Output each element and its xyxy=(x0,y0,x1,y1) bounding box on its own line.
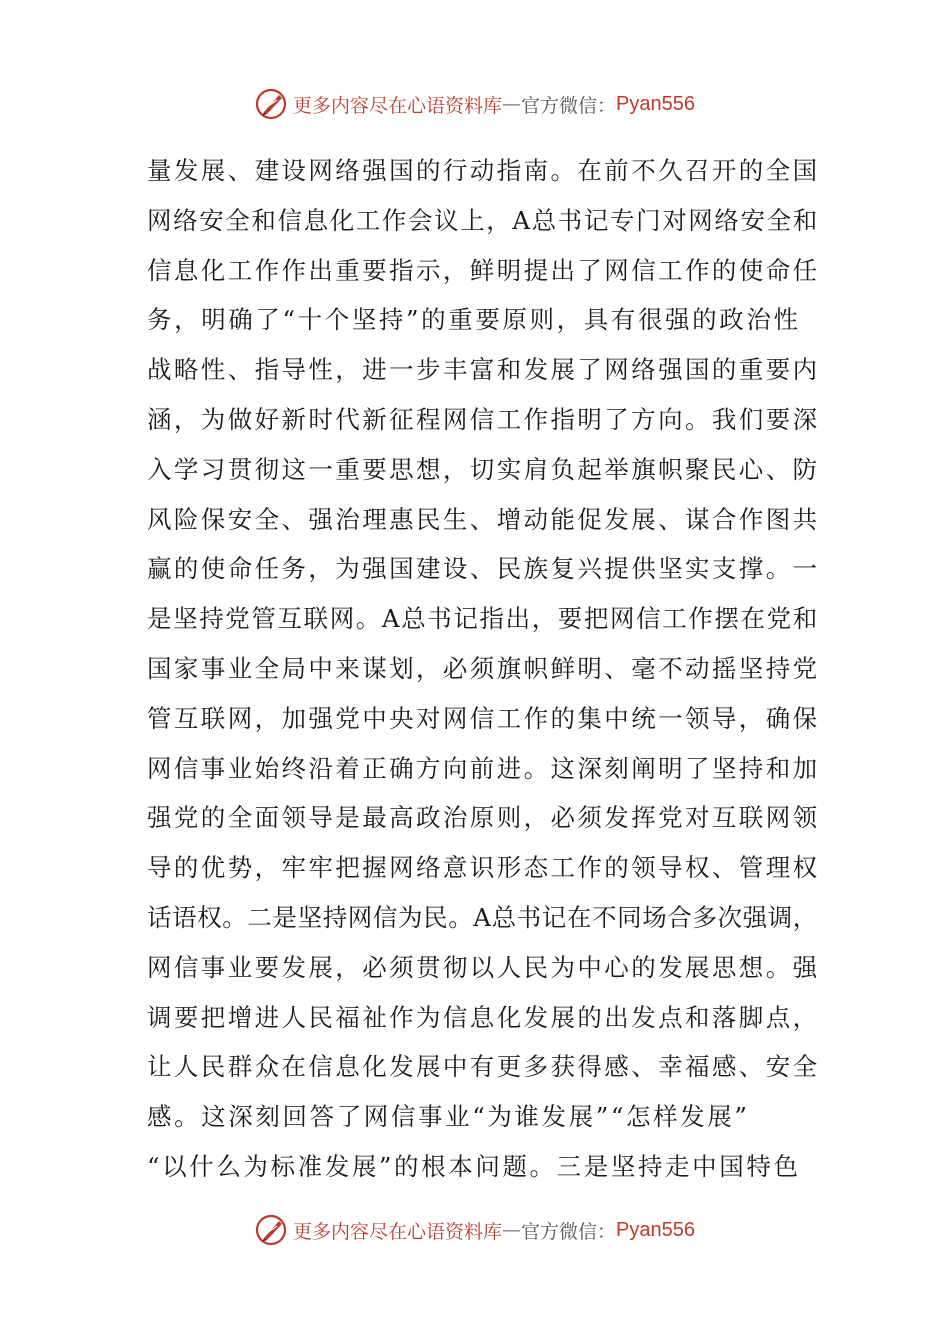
footer-banner xyxy=(0,1210,950,1250)
body-line: 国家事业全局中来谋划，必须旗帜鲜明、毫不动摇坚持党 xyxy=(147,653,820,683)
body-line: 赢的使命任务，为强国建设、民族复兴提供坚实支撑。一 xyxy=(147,554,820,584)
body-line: 网络安全和信息化工作会议上，A总书记专门对网络安全和 xyxy=(147,205,819,235)
body-line: 话语权。二是坚持网信为民。A总书记在不同场合多次强调， xyxy=(147,902,818,932)
banner-site-text: 更多内容尽在心语资料库 xyxy=(293,1220,503,1243)
body-line: 量发展、建设网络强国的行动指南。在前不久召开的全国 xyxy=(147,156,820,185)
banner-dash: — xyxy=(502,93,522,115)
body-line: 涵，为做好新时代新征程网信工作指明了方向。我们要深 xyxy=(147,404,820,434)
banner-wechat-label: 官方微信： xyxy=(521,1220,617,1243)
body-line: 导的优势，牢牢把握网络意识形态工作的领导权、管理权 xyxy=(147,853,820,883)
body-line: 是坚持党管互联网。A总书记指出，要把网信工作摆在党和 xyxy=(147,604,819,634)
body-line: 让人民群众在信息化发展中有更多获得感、幸福感、安全 xyxy=(147,1052,820,1082)
article-body xyxy=(147,146,820,1192)
body-line: 强党的全面领导是最高政治原则，必须发挥党对互联网领 xyxy=(147,803,820,833)
pen-logo-icon xyxy=(255,1213,289,1247)
banner-site-text: 更多内容尽在心语资料库 xyxy=(293,94,503,117)
body-line: “以什么为标准发展”的根本问题。三是坚持走中国特色 xyxy=(147,1151,801,1181)
body-line: 调要把增进人民福祉作为信息化发展的出发点和落脚点， xyxy=(147,1002,820,1032)
banner-wechat-label: 官方微信： xyxy=(521,94,617,117)
banner-dash: — xyxy=(502,1219,522,1241)
banner-wechat-id: Pyan556 xyxy=(616,1218,695,1241)
body-line: 务，明确了“十个坚持”的重要原则，具有很强的政治性 xyxy=(147,305,801,335)
pen-logo-icon xyxy=(255,87,289,121)
body-line: 风险保安全、强治理惠民生、增动能促发展、谋合作图共 xyxy=(147,504,820,534)
header-banner xyxy=(0,84,950,124)
body-line: 信息化工作作出重要指示，鲜明提出了网信工作的使命任 xyxy=(147,255,820,285)
body-line: 感。这深刻回答了网信事业“为谁发展”“怎样发展” xyxy=(147,1102,750,1132)
body-line: 战略性、指导性，进一步丰富和发展了网络强国的重要内 xyxy=(147,355,820,385)
banner-wechat-id: Pyan556 xyxy=(616,92,695,115)
body-line: 网信事业要发展，必须贯彻以人民为中心的发展思想。强 xyxy=(147,952,820,982)
body-line: 管互联网，加强党中央对网信工作的集中统一领导，确保 xyxy=(147,703,820,733)
body-line: 网信事业始终沿着正确方向前进。这深刻阐明了坚持和加 xyxy=(147,753,820,783)
body-line: 入学习贯彻这一重要思想，切实肩负起举旗帜聚民心、防 xyxy=(147,454,820,484)
